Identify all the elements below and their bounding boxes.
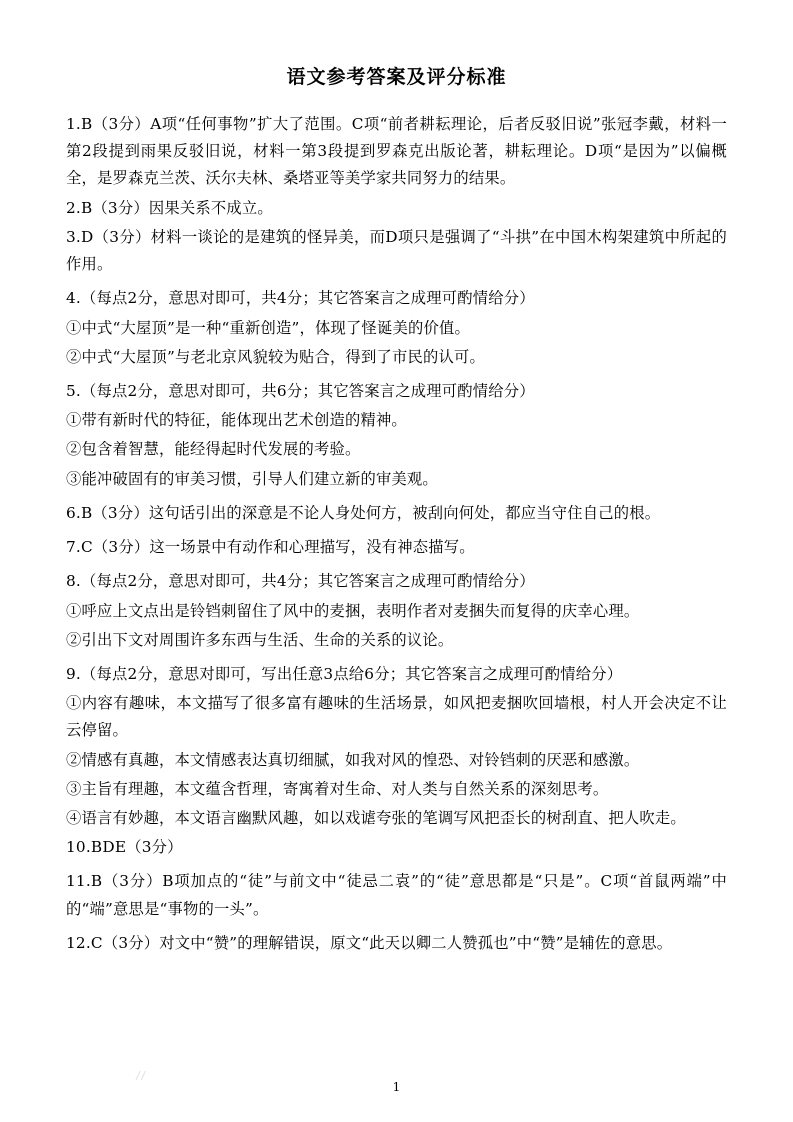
answer-paragraph-8-point-1: ①呼应上文点出是铃铛刺留住了风中的麦捆，表明作者对麦捆失而复得的庆幸心理。	[66, 601, 640, 620]
page-number: 1	[392, 1080, 401, 1094]
answer-paragraph-9-point-4: ④语言有妙趣，本文语言幽默风趣，如以戏谑夸张的笔调写风把歪长的树刮直、把人吹走。	[66, 809, 686, 828]
answer-paragraph-5-point-2: ②包含着智慧，能经得起时代发展的考验。	[66, 440, 361, 459]
answer-paragraph-9-point-1: ①内容有趣味，本文描写了很多富有趣味的生活场景，如风把麦捆吹回墙根，村人开会决定不让云停留。	[66, 694, 727, 740]
answer-paragraph-2: 2.B（3分）因果关系不成立。	[66, 198, 273, 217]
answers-body	[66, 111, 727, 957]
watermark-scribble	[128, 1071, 150, 1080]
answer-paragraph-11: 11.B（3分）B项加点的“徒”与前文中“徒忌二袁”的“徒”意思都是“只是”。C项“首鼠两端”中的“端”意思是“事物的一头”。	[66, 872, 727, 918]
answer-paragraph-1: 1.B（3分）A项“任何事物”扩大了范围。C项“前者耕耘理论，后者反驳旧说”张冠李戴，材料一第2段提到雨果反驳旧说，材料一第3段提到罗森克出版论著，耕耘理论。D项“是因为”以偏概全，是罗森克兰茨、沃尔夫林、桑塔亚等美学家共同努力的结果。	[66, 115, 727, 188]
answer-paragraph-4-point-2: ②中式“大屋顶”与老北京风貌较为贴合，得到了市民的认可。	[66, 347, 485, 366]
answer-paragraph-10: 10.BDE（3分）	[66, 838, 183, 857]
answer-paragraph-5-point-1: ①带有新时代的特征，能体现出艺术创造的精神。	[66, 411, 407, 430]
answer-paragraph-8-stem: 8.（每点2分，意思对即可，共4分；其它答案言之成理可酌情给分）	[66, 572, 535, 591]
answer-paragraph-12: 12.C（3分）对文中“赞”的理解错误，原文“此天以卿二人赞孤也”中“赞”是辅佐的意思。	[66, 933, 673, 952]
answer-paragraph-6: 6.B（3分）这句话引出的深意是不论人身处何方，被刮向何处，都应当守住自己的根。	[66, 503, 661, 522]
answer-paragraph-9-point-2: ②情感有真趣，本文情感表达真切细腻，如我对风的惶恐、对铃铛刺的厌恶和感激。	[66, 750, 640, 769]
answer-paragraph-4-point-1: ①中式“大屋顶”是一种“重新创造”，体现了怪诞美的价值。	[66, 318, 471, 337]
page-title: 语文参考答案及评分标准	[286, 66, 507, 88]
answer-paragraph-3: 3.D（3分）材料一谈论的是建筑的怪异美，而D项只是强调了“斗拱”在中国木构架建筑中所起的作用。	[66, 227, 727, 274]
answer-paragraph-5-point-3: ③能冲破固有的审美习惯，引导人们建立新的审美观。	[66, 469, 438, 488]
answer-paragraph-7: 7.C（3分）这一场景中有动作和心理描写，没有神态描写。	[66, 538, 475, 557]
answer-paragraph-8-point-2: ②引出下文对周围许多东西与生活、生命的关系的议论。	[66, 630, 454, 649]
answer-paragraph-5-stem: 5.（每点2分，意思对即可，共6分；其它答案言之成理可酌情给分）	[66, 381, 535, 400]
answer-paragraph-9-point-3: ③主旨有理趣，本文蕴含哲理，寄寓着对生命、对人类与自然关系的深刻思考。	[66, 779, 609, 798]
answer-paragraph-4-stem: 4.（每点2分，意思对即可，共4分；其它答案言之成理可酌情给分）	[66, 289, 535, 308]
answer-paragraph-9-stem: 9.（每点2分，意思对即可，写出任意3点给6分；其它答案言之成理可酌情给分）	[66, 664, 623, 683]
